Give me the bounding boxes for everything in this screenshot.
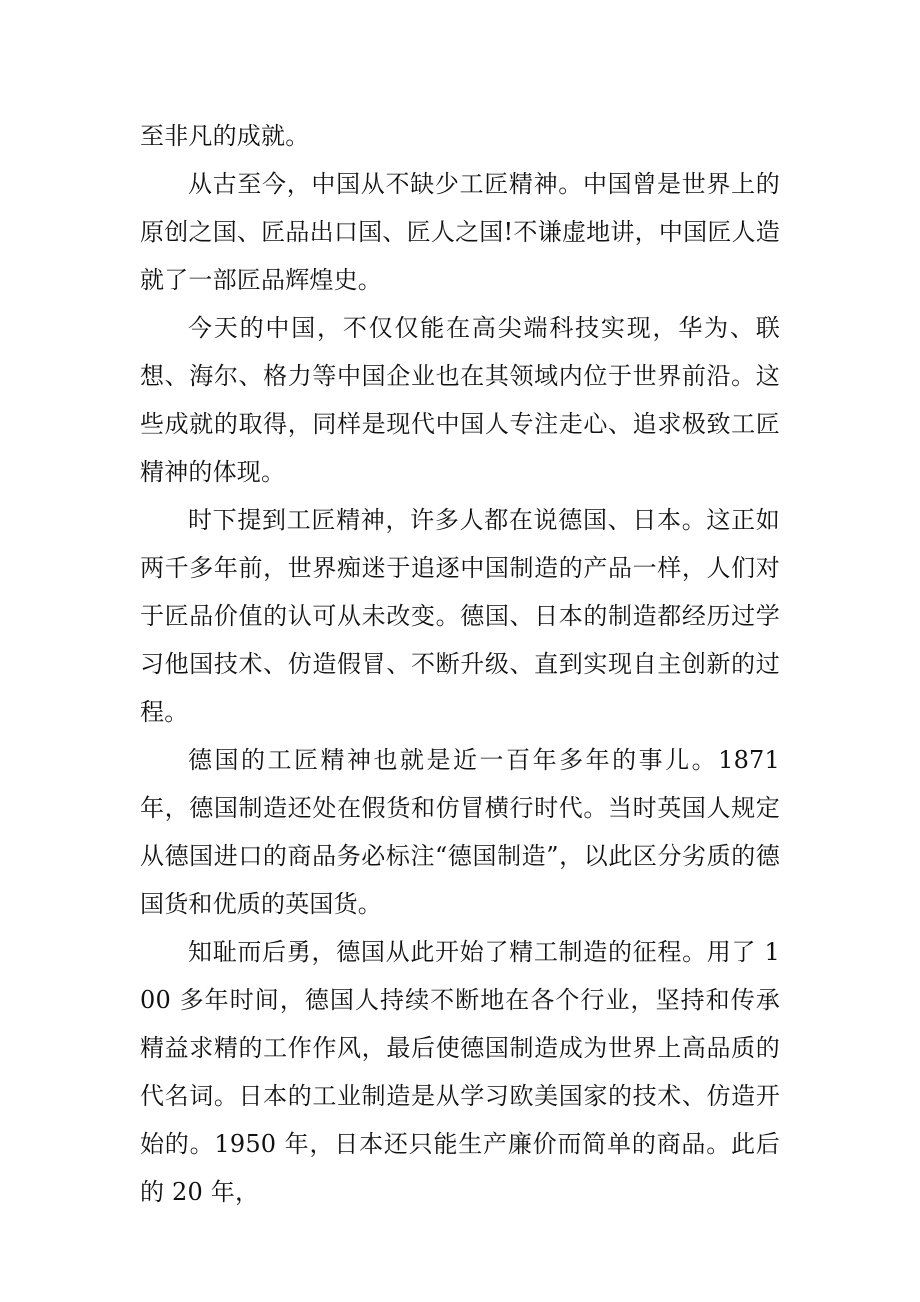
paragraph-modern-china: 今天的中国，不仅仅能在高尖端科技实现，华为、联想、海尔、格力等中国企业也在其领域内位于世界前沿。这些成就的取得，同样是现代中国人专注走心、追求极致工匠精神的体现。	[140, 314, 780, 486]
paragraph-continuation: 至非凡的成就。	[140, 122, 310, 150]
paragraph-germany-japan: 时下提到工匠精神，许多人都在说德国、日本。这正如两千多年前，世界痴迷于追逐中国制造的产品一样，人们对于匠品价值的认可从未改变。德国、日本的制造都经历过学习他国技术、仿造假冒、不断升级、直到实现自主创新的过程。	[140, 506, 780, 726]
paragraph-german-rise-japan-start: 知耻而后勇，德国从此开始了精工制造的征程。用了 100 多年时间，德国人持续不断地在各个行业，坚持和传承精益求精的工作作风，最后使德国制造成为世界上高品质的代名词。日本的工业制造是从学习欧美国家的技术、仿造开始的。1950 年，日本还只能生产廉价而简单的商品。此后的 20 年，	[140, 938, 780, 1206]
paragraph-chinese-craftsmanship: 从古至今，中国从不缺少工匠精神。中国曾是世界上的原创之国、匠品出口国、匠人之国!不谦虚地讲，中国匠人造就了一部匠品辉煌史。	[140, 170, 780, 294]
paragraph-german-history: 德国的工匠精神也就是近一百年多年的事儿。1871 年，德国制造还处在假货和仿冒横行时代。当时英国人规定从德国进口的商品务必标注“德国制造”，以此区分劣质的德国货和优质的英国货。	[140, 746, 780, 918]
